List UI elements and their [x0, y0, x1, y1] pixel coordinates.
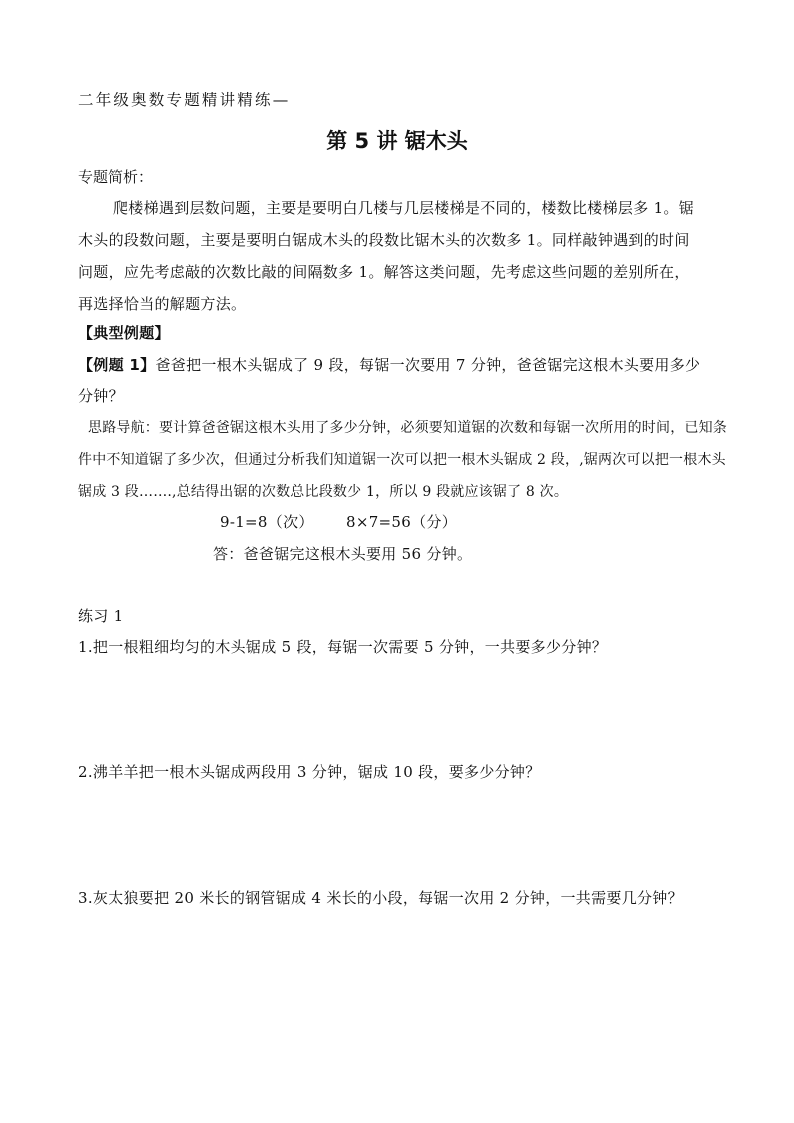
overview-label: 专题简析： — [78, 168, 154, 186]
example-1-question-cont: 分钟？ — [78, 387, 124, 405]
practice-label: 练习 1 — [78, 607, 124, 625]
example-1-question — [78, 354, 700, 375]
practice-question-1: 1.把一根粗细均匀的木头锯成 5 段，每锯一次需要 5 分钟，一共要多少分钟？ — [78, 638, 608, 656]
thinking-line: 件中不知道锯了多少次，但通过分析我们知道锯一次可以把一根木头锯成 2 段，,锯两次可以把一根木头 — [78, 452, 726, 468]
examples-heading: 【典型例题】 — [78, 324, 170, 342]
formula-2: 8×7=56（分） — [346, 513, 458, 531]
series-heading: 二年级奥数专题精讲精练— — [78, 91, 291, 109]
overview-line: 问题，应先考虑敲的次数比敲的间隔数多 1。解答这类问题，先考虑这些问题的差别所在， — [78, 263, 690, 281]
overview-line: 木头的段数问题，主要是要明白锯成木头的段数比锯木头的次数多 1。同样敲钟遇到的时间 — [78, 231, 690, 249]
thinking-line: 思路导航：要计算爸爸锯这根木头用了多少分钟，必须要知道锯的次数和每锯一次所用的时间，已知条 — [88, 420, 727, 436]
example-1-tag: 【例题 1】 — [78, 356, 156, 374]
example-1-question-text: 爸爸把一根木头锯成了 9 段，每锯一次要用 7 分钟，爸爸锯完这根木头要用多少 — [155, 356, 701, 374]
practice-question-3: 3.灰太狼要把 20 米长的钢管锯成 4 米长的小段，每锯一次用 2 分钟，一共需要几分钟？ — [78, 889, 683, 907]
overview-line: 再选择恰当的解题方法。 — [78, 295, 247, 313]
thinking-line: 锯成 3 段…….,总结得出锯的次数总比段数少 1，所以 9 段就应该锯了 8 次。 — [78, 484, 569, 500]
example-1-answer: 答：爸爸锯完这根木头要用 56 分钟。 — [213, 545, 473, 563]
lesson-title: 第 5 讲 锯木头 — [326, 129, 468, 153]
overview-line: 爬楼梯遇到层数问题，主要是要明白几楼与几层楼梯是不同的，楼数比楼梯层多 1。锯 — [113, 199, 695, 217]
practice-question-2: 2.沸羊羊把一根木头锯成两段用 3 分钟，锯成 10 段，要多少分钟？ — [78, 763, 541, 781]
formula-1: 9-1=8（次） — [220, 513, 314, 531]
